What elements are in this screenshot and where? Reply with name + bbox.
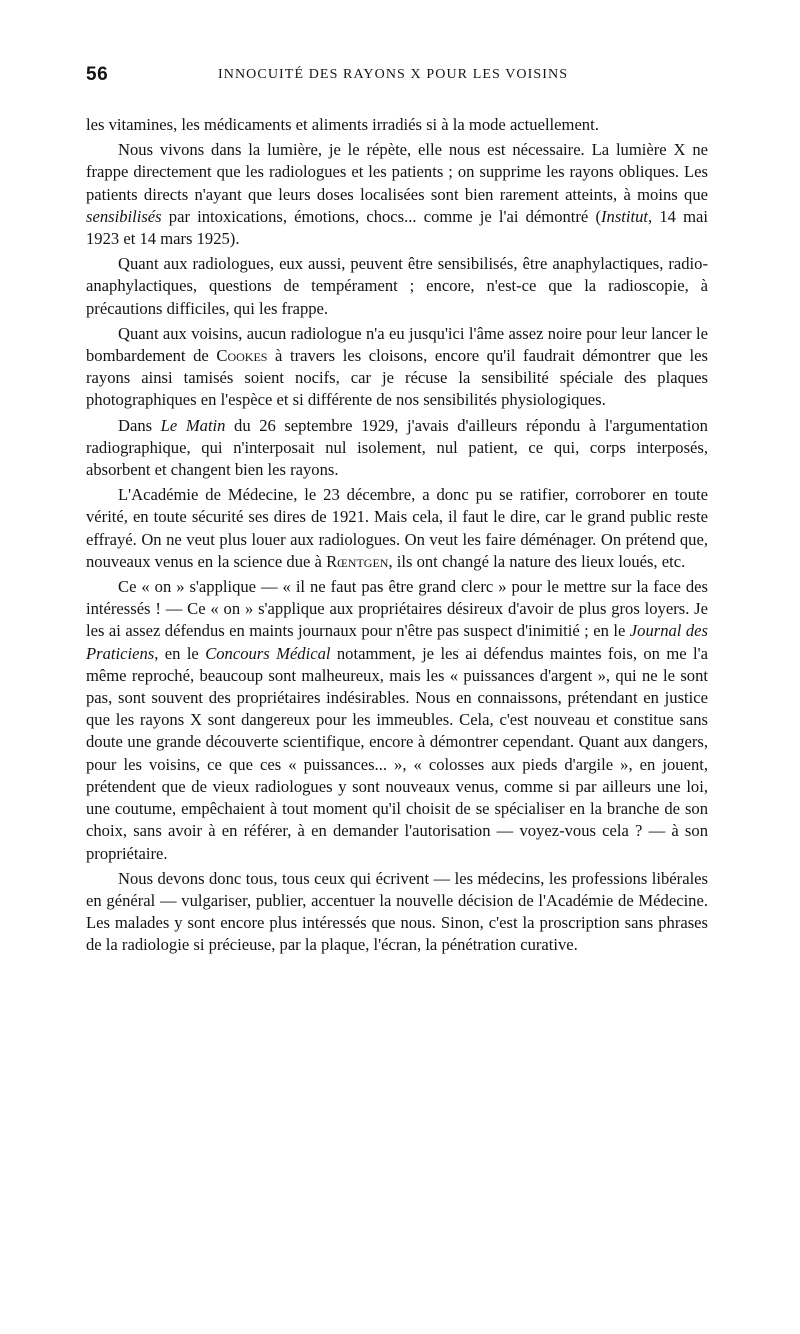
italic-term: sensibilisés bbox=[86, 206, 162, 226]
running-title: INNOCUITÉ DES RAYONS X POUR LES VOISINS bbox=[218, 67, 569, 82]
text-run: à travers les cloisons, encore qu'il faudrait démontrer que les rayons ainsi tamisés soient nocifs, car je récuse la sensibilité spéciale des plaques photographiques en l'espèce et si différente de nos sensibilités physiologiques. bbox=[86, 346, 708, 410]
italic-newspaper: Le Matin bbox=[160, 415, 226, 435]
italic-citation: Institut, bbox=[601, 206, 653, 226]
paragraph-4 bbox=[86, 323, 708, 412]
text-run: les vitamines, les médicaments et aliments irradiés si à la mode actuellement. bbox=[86, 115, 599, 134]
page-header bbox=[86, 60, 708, 90]
smallcaps-name: Cookes bbox=[216, 346, 268, 366]
text-run: L'Académie de Médecine, le 23 décembre, a donc pu se ratifier, corroborer en toute vérité, en toute sécurité ses dires de 1921. Mais cela, il faut le dire, car le grand public reste effrayé. On ne veut plus louer aux radiologues. On veut les faire déménager. On prétend que, nouveaux venus en la science due à bbox=[86, 485, 708, 571]
paragraph-2 bbox=[86, 139, 708, 250]
paragraph-7 bbox=[86, 576, 708, 865]
italic-journal: Journal des Praticiens bbox=[86, 621, 708, 663]
paragraph-5 bbox=[86, 415, 708, 482]
book-page bbox=[86, 60, 708, 960]
text-run: du 26 septembre 1929, j'avais d'ailleurs répondu à l'argumentation radiographique, qui n'interposait nul isolement, nul patient, ce qui, corps interposés, absorbent et changent bien les rayons. bbox=[86, 415, 708, 480]
text-run: Ce « on » s'applique — « il ne faut pas être grand clerc » pour le mettre sur la face des intéressés ! — Ce « on » s'applique aux propriétaires désireux d'avoir de plus gros loyers. Je les ai assez défendus en maints journaux pour n'être pas suspect d'inimitié ; en le bbox=[86, 577, 708, 641]
page-number: 56 bbox=[86, 64, 109, 85]
text-run: Quant aux voisins, aucun radiologue n'a eu jusqu'ici l'âme assez noire pour leur lancer le bombardement de bbox=[86, 323, 708, 366]
paragraph-1 bbox=[86, 114, 708, 136]
body-text bbox=[86, 114, 708, 957]
text-run: notamment, je les ai défendus maintes fois, on me l'a même reproché, beaucoup sont malheureux, mais les « puissances d'argent », qui ne le sont pas, sont souvent des propriétaires indésirables. Nous en connaissons, prétendant en justice que les rayons X sont dangereux pour les immeubles. Cela, c'est nouveau et constitue sans doute une grande découverte scientifique, encore à démontrer cependant. Quant aux dangers, pour les voisins, ce que ces « puissances... », « colosses aux pieds d'argile », en jouent, prétendent que de vieux radiologues y sont nouveaux venus, comme si par ailleurs une loi, une coutume, empêchaient à tout moment qu'il choisit de se spécialiser en la branche de son choix, sans avoir à en référer, à en demander l'autorisation — voyez-vous cela ? — à son propriétaire. bbox=[86, 643, 708, 863]
text-run: Dans bbox=[118, 415, 161, 435]
text-run: 14 mai 1923 et 14 mars 1925). bbox=[86, 206, 708, 249]
italic-journal: Concours Médical bbox=[205, 643, 331, 663]
text-run: Nous vivons dans la lumière, je le répète, elle nous est nécessaire. La lumière X ne frappe directement que les radiologues et les patients ; on supprime les rayons obliques. Les patients directs n'ayant que leurs doses localisées sont bien rarement atteints, à moins que bbox=[86, 140, 708, 204]
text-run: par intoxications, émotions, chocs... comme je l'ai démontré ( bbox=[161, 206, 601, 226]
text-run: Nous devons donc tous, tous ceux qui écrivent — les médecins, les professions libérales en général — vulgariser, publier, accentuer la nouvelle décision de l'Académie de Médecine. Les malades y sont encore plus intéressés que nous. Sinon, c'est la proscription sans phrases de la radiologie si précieuse, par la plaque, l'écran, la pénétration curative. bbox=[86, 868, 708, 955]
text-run: , en le bbox=[154, 643, 206, 663]
text-run: , ils ont changé la nature des lieux loués, etc. bbox=[388, 551, 686, 571]
text-run: Quant aux radiologues, eux aussi, peuvent être sensibilisés, être anaphylactiques, radio-anaphylactiques, questions de tempérament ; encore, n'est-ce que la radioscopie, à précautions difficiles, qui les frappe. bbox=[86, 254, 708, 318]
paragraph-3 bbox=[86, 253, 708, 320]
smallcaps-name: Rœntgen bbox=[326, 551, 389, 571]
paragraph-8 bbox=[86, 868, 708, 957]
paragraph-6 bbox=[86, 484, 708, 573]
